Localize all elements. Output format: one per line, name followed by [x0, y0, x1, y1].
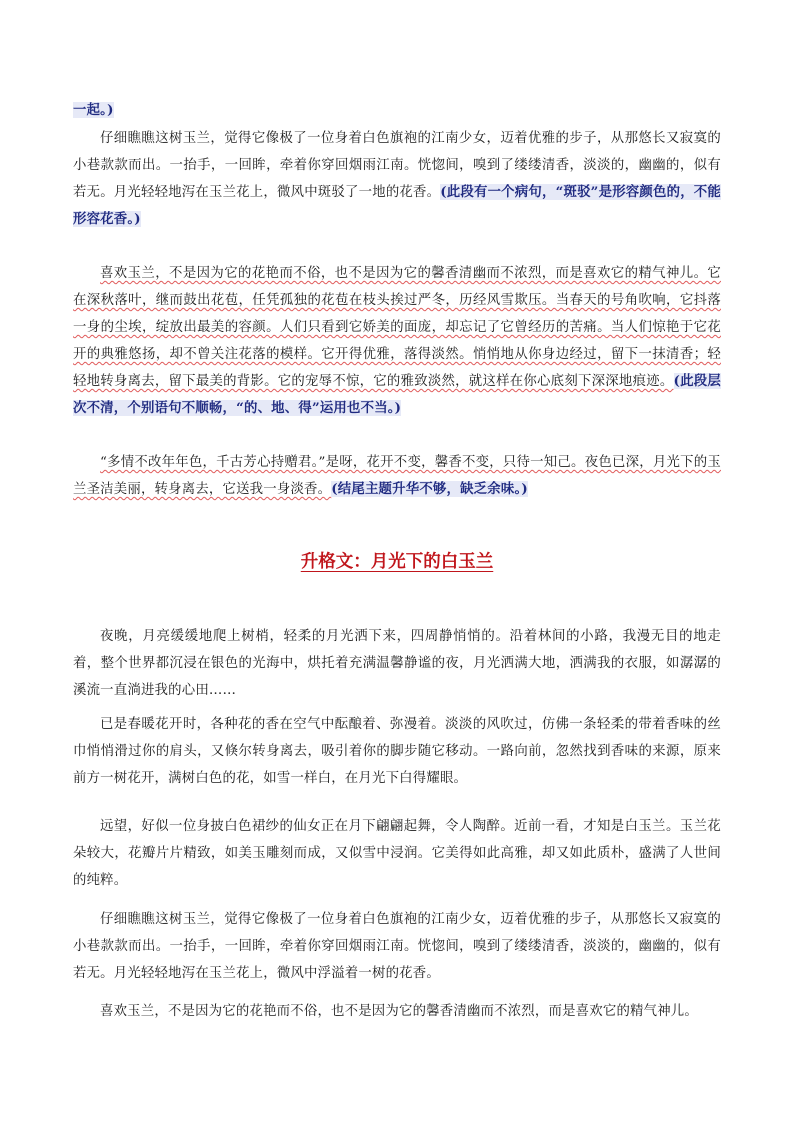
paragraph-text: 喜欢玉兰，不是因为它的花艳而不俗，也不是因为它的馨香清幽而不浓烈，而是喜欢它的精气神儿。它在深秋落叶，继而鼓出花苞，任凭孤独的花苞在枝头挨过严冬，历经风雪欺压。当春天的号角吹响，它抖落一身的尘埃，绽放出最美的容颜。人们只看到它娇美的面庞，却忘记了它曾经历的苦痛。当人们惊艳于它花开的典雅悠扬，却不曾关注花落的模样。它开得优雅，落得淡然。悄悄地从你身边经过，留下一抹清香；轻轻地转身离去，留下最美的背影。它的宠辱不惊，它的雅致淡然，就这样在你心底刻下深深地痕迹。	[73, 266, 721, 389]
original-paragraph-3	[73, 449, 721, 503]
upgraded-paragraph-5: 喜欢玉兰，不是因为它的花艳而不俗，也不是因为它的馨香清幽而不浓烈，而是喜欢它的精气神儿。	[100, 1004, 698, 1019]
teacher-comment: (此段层次不清，个别语句不顺畅，“的、地、得”运用也不当。)	[73, 373, 721, 416]
upgraded-paragraph-2: 已是春暖花开时，各种花的香在空气中酝酿着、弥漫着。淡淡的风吹过，仿佛一条轻柔的带着香味的丝巾悄悄滑过你的肩头，又倏尔转身离去，吸引着你的脚步随它移动。一路向前，忽然找到香味的来源，原来前方一树花开，满树白色的花，如雪一样白，在月光下白得耀眼。	[73, 717, 721, 786]
teacher-comment: 一起。)	[73, 102, 114, 118]
comment-fragment	[73, 97, 721, 124]
upgraded-paragraph-4: 仔细瞧瞧这树玉兰，觉得它像极了一位身着白色旗袍的江南少女，迈着优雅的步子，从那悠长又寂寞的小巷款款而出。一抬手，一回眸，牵着你穿回烟雨江南。恍惚间，嗅到了缕缕清香，淡淡的，幽幽的，似有若无。月光轻轻地泻在玉兰花上，微风中浮溢着一树的花香。	[73, 912, 721, 981]
upgraded-paragraph-1: 夜晚，月亮缓缓地爬上树梢，轻柔的月光洒下来，四周静悄悄的。沿着林间的小路，我漫无目的地走着，整个世界都沉浸在银色的光海中，烘托着充满温馨静谧的夜，月光洒满大地，洒满我的衣服，如潺潺的溪流一直淌进我的心田……	[73, 629, 721, 698]
original-paragraph-1	[73, 125, 721, 233]
paragraph-text: “多情不改年年色，千古芳心持赠君。”是呀，花开不变，馨香不变，只待一知己。夜色已深，月光下的玉兰圣洁美丽，转身离去，它送我一身淡香。	[73, 455, 721, 497]
teacher-comment: (结尾主题升华不够，缺乏余味。)	[331, 481, 528, 497]
paragraph-text: 仔细瞧瞧这树玉兰，觉得它像极了一位身着白色旗袍的江南少女，迈着优雅的步子，从那悠长又寂寞的小巷款款而出。一抬手，一回眸，牵着你穿回烟雨江南。恍惚间，嗅到了缕缕清香，淡淡的，幽幽的，似有若无。月光轻轻地泻在玉兰花上，微风中斑驳了一地的花香。	[73, 131, 721, 200]
section-heading: 升格文：月光下的白玉兰	[300, 552, 494, 572]
upgraded-paragraph-3: 远望，好似一位身披白色裙纱的仙女正在月下翩翩起舞，令人陶醉。近前一看，才知是白玉兰。玉兰花朵较大，花瓣片片精致，如美玉雕刻而成，又似雪中浸润。它美得如此高雅，却又如此质朴，盛满了人世间的纯粹。	[73, 819, 721, 888]
teacher-comment: (此段有一个病句，“斑驳”是形容颜色的，不能形容花香。)	[73, 184, 721, 227]
original-paragraph-2	[73, 260, 721, 422]
